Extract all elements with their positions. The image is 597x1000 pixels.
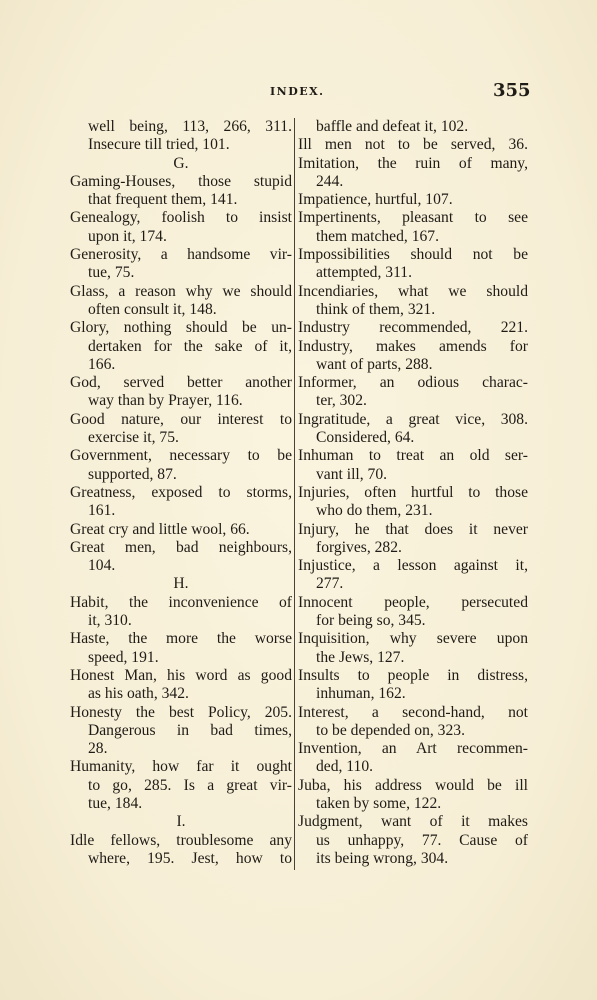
index-line: taken by some, 122. <box>316 794 442 812</box>
index-line: to go, 285. Is a great vir- <box>88 776 292 794</box>
index-line: Inquisition, why severe upon <box>298 630 528 648</box>
column-divider <box>294 118 295 870</box>
index-line: Industry, makes amends for <box>298 337 528 355</box>
index-line: exercise it, 75. <box>88 429 179 447</box>
index-line: speed, 191. <box>88 648 159 666</box>
index-line: Impertinents, pleasant to see <box>298 209 528 227</box>
index-line: Impatience, hurtful, 107. <box>298 191 453 209</box>
index-line: well being, 113, 266, 311. <box>88 118 292 135</box>
page-header <box>0 80 597 104</box>
index-line: 277. <box>316 575 344 593</box>
index-line: vant ill, 70. <box>316 465 388 483</box>
index-line: 244. <box>316 172 344 190</box>
index-line: as his oath, 342. <box>88 685 189 703</box>
index-line: Inhuman to treat an old ser- <box>298 447 528 465</box>
index-line: Haste, the more the worse <box>70 630 292 648</box>
index-line: think of them, 321. <box>316 300 436 318</box>
index-line: Great men, bad neighbours, <box>70 538 292 556</box>
index-line: Impossibilities should not be <box>298 246 528 264</box>
index-line: Gaming-Houses, those stupid <box>70 172 292 190</box>
index-line: Juba, his address would be ill <box>298 776 528 794</box>
index-line: Great cry and little wool, 66. <box>70 520 250 538</box>
index-line: Ingratitude, a great vice, 308. <box>298 410 528 428</box>
index-line: Injustice, a lesson against it, <box>298 557 528 575</box>
index-line: Ill men not to be served, 36. <box>298 136 528 154</box>
index-line: the Jews, 127. <box>316 648 405 666</box>
index-line: Considered, 64. <box>316 429 415 447</box>
index-line: upon it, 174. <box>88 227 167 245</box>
index-line: Glass, a reason why we should <box>70 282 292 300</box>
index-line: Honest Man, his word as good <box>70 666 292 684</box>
page-number: 355 <box>493 80 531 101</box>
index-line: Dangerous in bad times, <box>88 721 292 739</box>
index-line: Humanity, how far it ought <box>70 758 292 776</box>
index-line: way than by Prayer, 116. <box>88 392 243 410</box>
index-line: Injuries, often hurtful to those <box>298 483 528 501</box>
index-line: tue, 75. <box>88 264 135 282</box>
index-column-left <box>70 118 292 868</box>
index-line: Innocent people, persecuted <box>298 593 528 611</box>
index-line: Genealogy, foolish to insist <box>70 209 292 227</box>
index-line: Honesty the best Policy, 205. <box>70 703 292 721</box>
index-line: inhuman, 162. <box>316 685 406 703</box>
index-line: baffle and defeat it, 102. <box>316 118 469 135</box>
index-line: 166. <box>88 355 116 373</box>
index-line: Injury, he that does it never <box>298 520 528 538</box>
index-line: Informer, an odious charac- <box>298 374 528 392</box>
index-column-right <box>298 118 528 868</box>
index-line: us unhappy, 77. Cause of <box>316 831 528 849</box>
index-line: Glory, nothing should be un- <box>70 319 292 337</box>
index-line: forgives, 282. <box>316 538 402 556</box>
index-line: for being so, 345. <box>316 612 426 630</box>
index-line: to be depended on, 323. <box>316 721 465 739</box>
index-line: G. <box>173 154 189 172</box>
index-line: Idle fellows, troublesome any <box>70 831 292 849</box>
index-line: ter, 302. <box>316 392 367 410</box>
index-line: attempted, 311. <box>316 264 412 282</box>
index-line: it, 310. <box>88 612 132 630</box>
index-line: its being wrong, 304. <box>316 849 449 867</box>
index-line: want of parts, 288. <box>316 355 433 373</box>
index-line: Generosity, a handsome vir- <box>70 246 292 264</box>
index-line: supported, 87. <box>88 465 177 483</box>
index-line: dertaken for the sake of it, <box>88 337 292 355</box>
index-line: ded, 110. <box>316 758 374 776</box>
index-line: where, 195. Jest, how to <box>88 849 292 867</box>
index-line: that frequent them, 141. <box>88 191 238 209</box>
index-line: them matched, 167. <box>316 227 439 245</box>
index-line: who do them, 231. <box>316 502 433 520</box>
index-line: Interest, a second-hand, not <box>298 703 528 721</box>
index-line: often consult it, 148. <box>88 300 217 318</box>
index-line: Incendiaries, what we should <box>298 282 528 300</box>
index-line: God, served better another <box>70 374 292 392</box>
index-line: 161. <box>88 502 116 520</box>
index-line: Insults to people in distress, <box>298 666 528 684</box>
index-line: 28. <box>88 740 108 758</box>
index-line: Habit, the inconvenience of <box>70 593 292 611</box>
index-line: Imitation, the ruin of many, <box>298 154 528 172</box>
index-line: Invention, an Art recommen- <box>298 740 528 758</box>
index-line: Industry recommended, 221. <box>298 319 528 337</box>
running-head: INDEX. <box>270 85 325 98</box>
index-line: H. <box>173 575 189 593</box>
index-line: Government, necessary to be <box>70 447 292 465</box>
index-line: Good nature, our interest to <box>70 410 292 428</box>
index-line: Judgment, want of it makes <box>298 813 528 831</box>
index-line: 104. <box>88 557 116 575</box>
index-line: I. <box>176 813 186 831</box>
index-line: tue, 184. <box>88 794 143 812</box>
index-line: Greatness, exposed to storms, <box>70 483 292 501</box>
index-line: Insecure till tried, 101. <box>88 136 230 154</box>
